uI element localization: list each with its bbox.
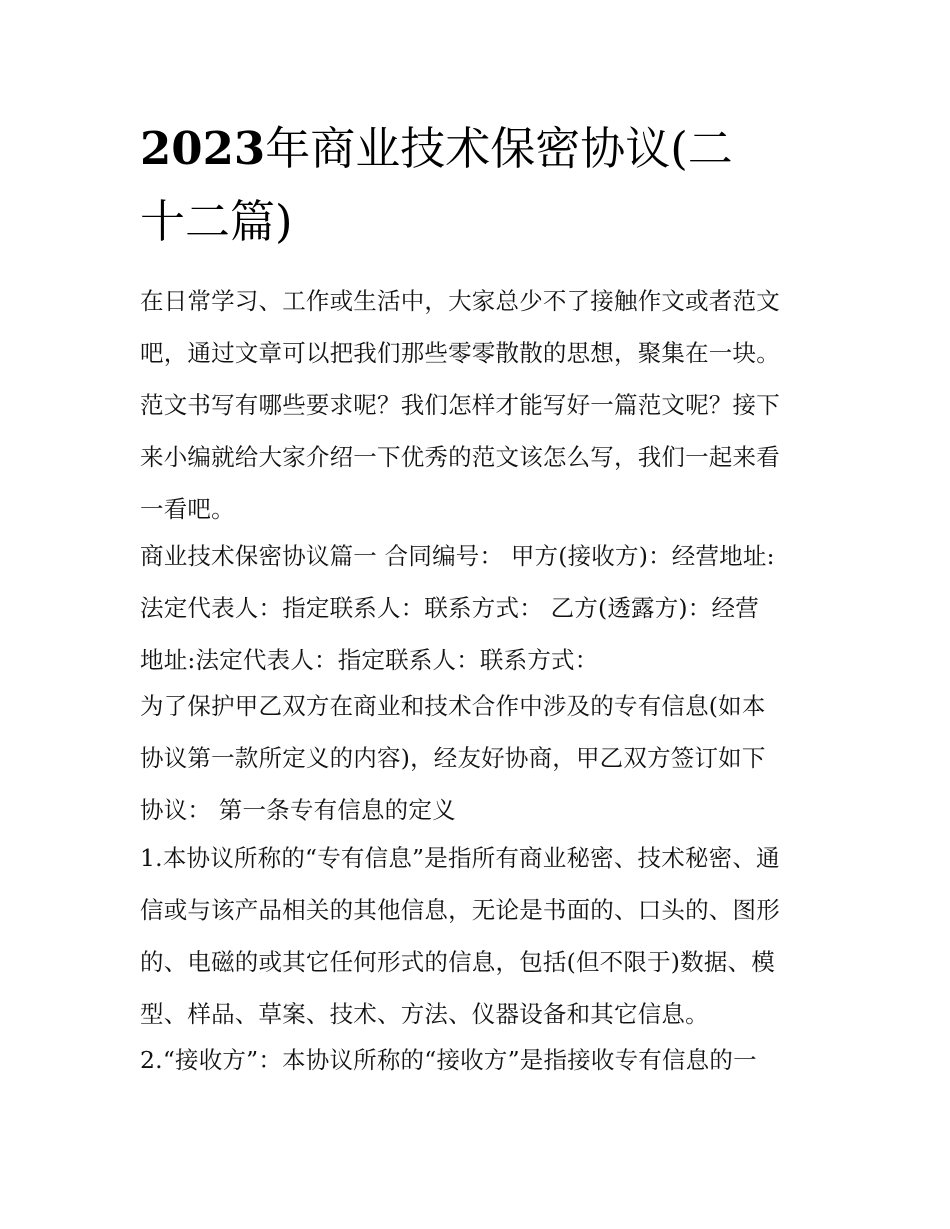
- text-line: 范文书写有哪些要求呢？我们怎样才能写好一篇范文呢？接下: [140, 391, 780, 419]
- text-line: 商业技术保密协议篇一 合同编号： 甲方(接收方)：经营地址:: [140, 542, 775, 570]
- text-line: 法定代表人：指定联系人：联系方式： 乙方(透露方)：经营: [140, 594, 759, 622]
- text-line: 信或与该产品相关的其他信息，无论是书面的、口头的、图形: [140, 896, 780, 924]
- document-title: [140, 112, 820, 258]
- title-line-1-text: 年商业技术保密协议(二: [265, 122, 733, 175]
- text-line: 吧，通过文章可以把我们那些零零散散的思想，聚集在一块。: [140, 339, 780, 367]
- intro-paragraph: [140, 275, 820, 535]
- parties-paragraph: [140, 530, 820, 686]
- title-line-1: [140, 112, 820, 185]
- text-line: 地址:法定代表人：指定联系人：联系方式：: [140, 646, 599, 674]
- text-line: 型、样品、草案、技术、方法、仪器设备和其它信息。: [140, 1000, 709, 1028]
- purpose-paragraph: [140, 680, 820, 836]
- clause-1-paragraph: [140, 832, 820, 1040]
- text-line: 一看吧。: [140, 495, 235, 523]
- text-line: 来小编就给大家介绍一下优秀的范文该怎么写，我们一起来看: [140, 443, 780, 471]
- text-line: 为了保护甲乙双方在商业和技术合作中涉及的专有信息(如本: [140, 692, 766, 720]
- title-line-2: 十二篇): [140, 195, 293, 248]
- text-line: 协议： 第一条专有信息的定义: [140, 796, 456, 824]
- clause-2-paragraph: [140, 1034, 820, 1086]
- text-line: 1.本协议所称的“专有信息”是指所有商业秘密、技术秘密、通: [140, 844, 780, 872]
- title-year: 2023: [140, 122, 266, 175]
- text-line: 在日常学习、工作或生活中，大家总少不了接触作文或者范文: [140, 287, 780, 315]
- text-line: 的、电磁的或其它任何形式的信息，包括(但不限于)数据、模: [140, 948, 775, 976]
- text-line: 协议第一款所定义的内容)，经友好协商，甲乙双方签订如下: [140, 744, 766, 772]
- text-line: 2.“接收方”：本协议所称的“接收方”是指接收专有信息的一: [140, 1046, 757, 1074]
